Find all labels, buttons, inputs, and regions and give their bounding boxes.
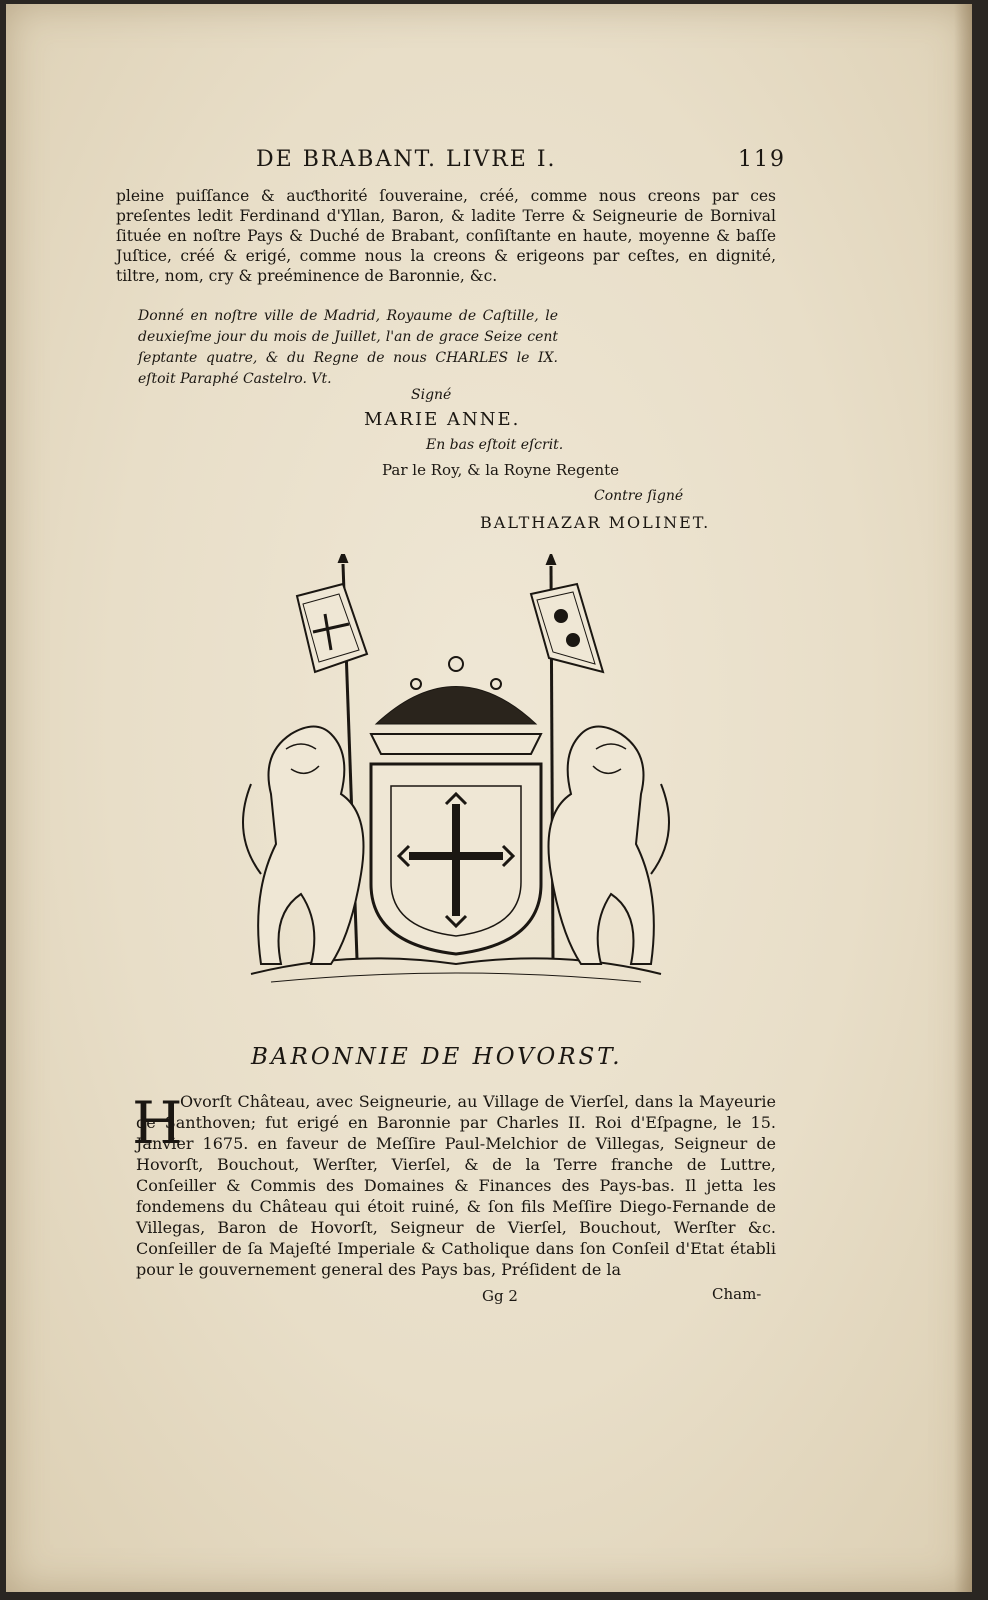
dating-clause: Donné en noſtre ville de Madrid, Royaume de Caſtille, le deuxieſme jour du mois de Juillet, l'an de grace Seize cent ſeptante quatre, & du Regne de nous CHARLES le IX. eſtoit Paraphé Castelro. Vt. xyxy=(138,308,558,387)
running-title: DE BRABANT. LIVRE I. xyxy=(256,147,557,172)
en-bas-label: En bas eſtoit eſcrit. xyxy=(426,437,564,453)
section-paragraph xyxy=(136,1091,776,1280)
paragraph-continued xyxy=(116,186,776,286)
signe-label: Signé xyxy=(411,387,452,403)
section-text: Ovorſt Château, avec Seigneurie, au Village de Vierſel, dans la Mayeurie de Santhoven; fut erigé en Baronnie par Charles II. Roi d'Eſpagne, le 15. Janvier 1675. en faveur de Meſſire Paul-Melchior de Villegas, Seigneur de Hovorſt, Bouchout, Werſter, Vierſel, & de la Terre franche de Luttre, Conſeiller & Commis des Domaines & Finances des Pays-bas. Il jetta les fondemens du Château qui étoit ruiné, & ſon fils Meſſire Diego-Fernande de Villegas, Baron de Hovorſt, Seigneur de Vierſel, Bouchout, Werſter &c. Conſeiller de ſa Majeſté Imperiale & Catholique dans ſon Conſeil d'Etat établi pour le gouvernement general des Pays bas, Préſident de la xyxy=(136,1092,776,1279)
signature-mark: Gg 2 xyxy=(482,1287,518,1305)
heraldic-arms-icon xyxy=(231,554,681,1004)
secretary-signature: BALTHAZAR MOLINET. xyxy=(480,513,711,532)
page-sheet xyxy=(6,4,972,1592)
contre-signe-label: Contre ſigné xyxy=(594,488,684,504)
catchword: Cham- xyxy=(712,1285,762,1303)
paragraph-text: pleine puiſſance & auƈthorité ſouveraine, créé, comme nous creons par ces preſentes ledit Ferdinand d'Yllan, Baron, & ladite Terre & Seigneurie de Bornival ſituée en noſtre Pays & Duché de Brabant, conſiſtante en haute, moyenne & baſſe Juſtice, créé & erigé, comme nous la creons & erigeons par ceſtes, en dignité, tiltre, nom, cry & preéminence de Baronnie, &c. xyxy=(116,187,776,285)
section-title: BARONNIE DE HOVORST. xyxy=(251,1044,623,1070)
page-number: 119 xyxy=(738,147,786,172)
running-head xyxy=(256,147,786,181)
par-le-roy-line: Par le Roy, & la Royne Regente xyxy=(382,461,620,479)
queen-signature: MARIE ANNE. xyxy=(364,409,521,430)
drop-cap: H xyxy=(132,1089,183,1157)
